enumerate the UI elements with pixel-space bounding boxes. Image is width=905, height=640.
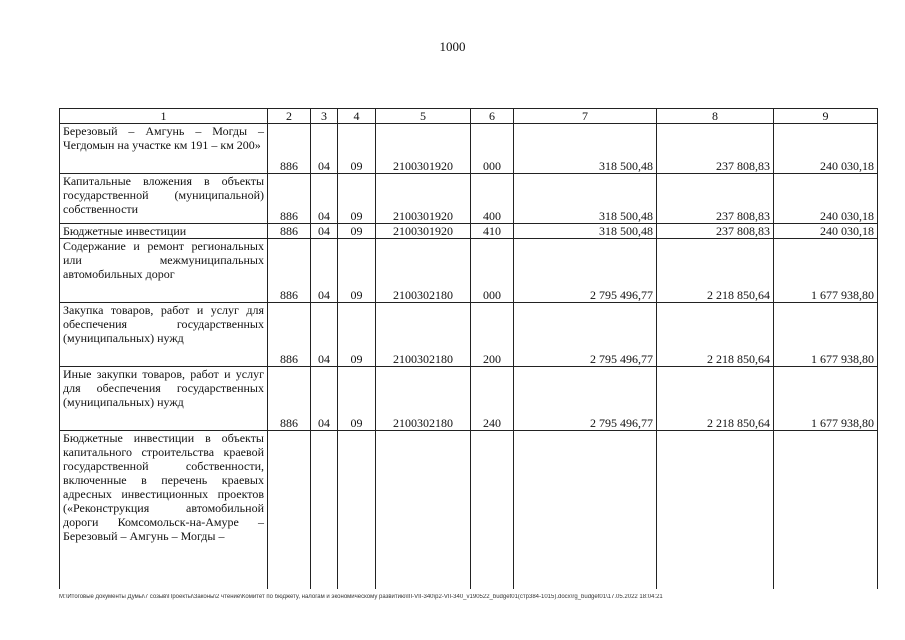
page-number: 1000 xyxy=(439,39,466,54)
code-cell xyxy=(311,431,338,589)
code-cell: 240 xyxy=(471,367,514,431)
code-cell: 2100301920 xyxy=(376,174,471,224)
table-row xyxy=(60,174,878,224)
code-cell: 09 xyxy=(338,174,376,224)
code-cell xyxy=(268,431,311,589)
code-cell: 000 xyxy=(471,239,514,303)
amount-cell xyxy=(657,431,774,589)
row-name-cell: Содержание и ремонт региональных или межмуниципальных автомобильных дорог xyxy=(60,239,268,303)
amount-cell: 1 677 938,80 xyxy=(774,239,878,303)
code-cell: 2100302180 xyxy=(376,239,471,303)
row-name-cell: Березовый – Амгунь – Могды – Чегдомын на участке км 191 – км 200» xyxy=(60,124,268,174)
code-cell xyxy=(471,431,514,589)
table-header-row xyxy=(60,109,878,124)
table-row xyxy=(60,431,878,589)
amount-cell: 240 030,18 xyxy=(774,224,878,239)
amount-cell: 237 808,83 xyxy=(657,174,774,224)
footer-file-path: M:\Итоговые документы Думы\7 созыв\Проекты\Законы\2 чтение\Комитет по бюджету, налогам и экономическому развитию\III-VII-340\р2-VII-340_v190522_budget01(стр384-1015).docx\rg_budget01\17.05.2022 18:04:21 xyxy=(59,594,663,600)
amount-cell: 2 218 850,64 xyxy=(657,303,774,367)
code-cell: 09 xyxy=(338,367,376,431)
code-cell: 04 xyxy=(311,367,338,431)
row-name-cell: Бюджетные инвестиции в объекты капитального строительства краевой государственной собственности, включенные в перечень краевых адресных инвестиционных проектов («Реконструкция автомобильной дороги Комсомольск-на-Амуре – Березовый – Амгунь – Могды – xyxy=(60,431,268,589)
amount-cell: 2 218 850,64 xyxy=(657,367,774,431)
table-row xyxy=(60,367,878,431)
code-cell: 886 xyxy=(268,224,311,239)
table-row xyxy=(60,124,878,174)
code-cell: 886 xyxy=(268,239,311,303)
amount-cell: 240 030,18 xyxy=(774,174,878,224)
row-name-cell: Бюджетные инвестиции xyxy=(60,224,268,239)
header-cell: 2 xyxy=(268,109,311,124)
code-cell: 09 xyxy=(338,239,376,303)
header-cell: 7 xyxy=(514,109,657,124)
header-cell: 4 xyxy=(338,109,376,124)
code-cell xyxy=(338,431,376,589)
amount-cell: 2 795 496,77 xyxy=(514,303,657,367)
code-cell: 200 xyxy=(471,303,514,367)
code-cell: 09 xyxy=(338,124,376,174)
amount-cell xyxy=(774,431,878,589)
code-cell: 04 xyxy=(311,224,338,239)
code-cell: 2100302180 xyxy=(376,367,471,431)
amount-cell: 237 808,83 xyxy=(657,124,774,174)
code-cell: 886 xyxy=(268,124,311,174)
amount-cell: 1 677 938,80 xyxy=(774,367,878,431)
code-cell: 886 xyxy=(268,367,311,431)
code-cell: 04 xyxy=(311,239,338,303)
code-cell: 09 xyxy=(338,303,376,367)
budget-table xyxy=(59,108,878,589)
code-cell: 2100301920 xyxy=(376,124,471,174)
amount-cell: 318 500,48 xyxy=(514,174,657,224)
amount-cell xyxy=(514,431,657,589)
table-row xyxy=(60,239,878,303)
code-cell: 886 xyxy=(268,303,311,367)
table-row xyxy=(60,224,878,239)
table-row xyxy=(60,303,878,367)
header-cell: 9 xyxy=(774,109,878,124)
row-name-cell: Капитальные вложения в объекты государственной (муниципальной) собственности xyxy=(60,174,268,224)
amount-cell: 2 795 496,77 xyxy=(514,239,657,303)
row-name-cell: Закупка товаров, работ и услуг для обеспечения государственных (муниципальных) нужд xyxy=(60,303,268,367)
code-cell: 09 xyxy=(338,224,376,239)
code-cell: 000 xyxy=(471,124,514,174)
amount-cell: 240 030,18 xyxy=(774,124,878,174)
code-cell: 886 xyxy=(268,174,311,224)
amount-cell: 2 795 496,77 xyxy=(514,367,657,431)
amount-cell: 237 808,83 xyxy=(657,224,774,239)
amount-cell: 318 500,48 xyxy=(514,124,657,174)
amount-cell: 318 500,48 xyxy=(514,224,657,239)
code-cell: 04 xyxy=(311,174,338,224)
code-cell: 410 xyxy=(471,224,514,239)
header-cell: 8 xyxy=(657,109,774,124)
header-cell: 5 xyxy=(376,109,471,124)
amount-cell: 2 218 850,64 xyxy=(657,239,774,303)
row-name-cell: Иные закупки товаров, работ и услуг для обеспечения государственных (муниципальных) нужд xyxy=(60,367,268,431)
code-cell: 04 xyxy=(311,124,338,174)
code-cell xyxy=(376,431,471,589)
code-cell: 04 xyxy=(311,303,338,367)
header-cell: 6 xyxy=(471,109,514,124)
code-cell: 2100301920 xyxy=(376,224,471,239)
header-cell: 1 xyxy=(60,109,268,124)
code-cell: 2100302180 xyxy=(376,303,471,367)
header-cell: 3 xyxy=(311,109,338,124)
code-cell: 400 xyxy=(471,174,514,224)
amount-cell: 1 677 938,80 xyxy=(774,303,878,367)
